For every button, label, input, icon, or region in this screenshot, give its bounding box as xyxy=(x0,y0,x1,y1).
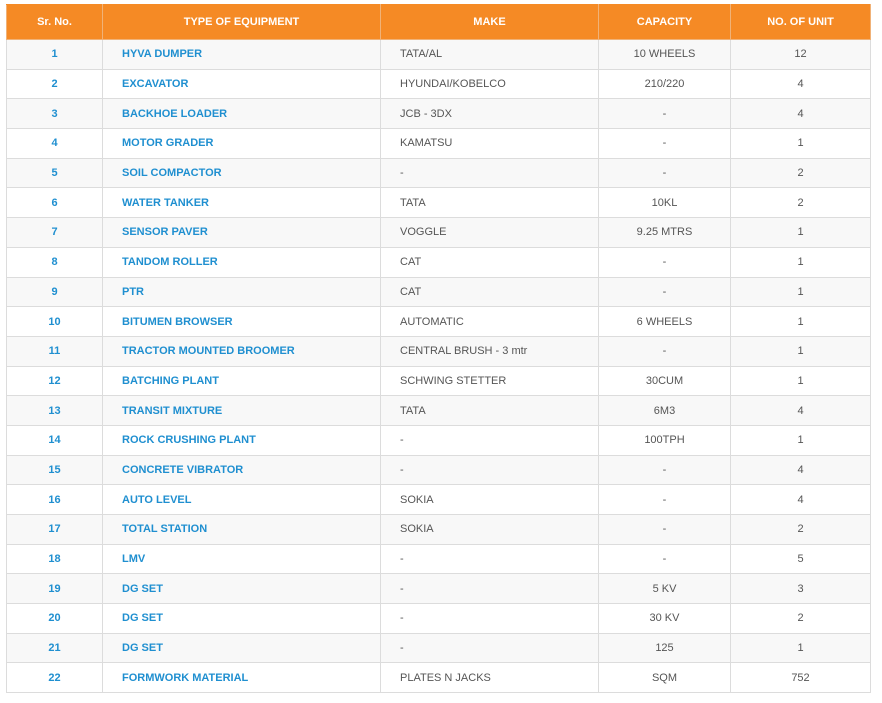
cell-sr-no: 1 xyxy=(7,40,103,70)
cell-equipment-type: TOTAL STATION xyxy=(103,515,381,545)
equipment-table xyxy=(6,4,871,693)
cell-no-of-unit: 4 xyxy=(731,99,871,129)
cell-equipment-type: CONCRETE VIBRATOR xyxy=(103,455,381,485)
table-row xyxy=(7,277,871,307)
header-type-of-equipment: TYPE OF EQUIPMENT xyxy=(103,5,381,40)
cell-sr-no: 15 xyxy=(7,455,103,485)
cell-make: - xyxy=(381,544,599,574)
cell-equipment-type: TANDOM ROLLER xyxy=(103,247,381,277)
cell-no-of-unit: 4 xyxy=(731,69,871,99)
cell-make: PLATES N JACKS xyxy=(381,663,599,693)
table-body xyxy=(7,40,871,693)
cell-make: TATA/AL xyxy=(381,40,599,70)
cell-no-of-unit: 12 xyxy=(731,40,871,70)
cell-sr-no: 7 xyxy=(7,218,103,248)
cell-equipment-type: DG SET xyxy=(103,633,381,663)
cell-sr-no: 2 xyxy=(7,69,103,99)
cell-make: KAMATSU xyxy=(381,129,599,159)
cell-equipment-type: FORMWORK MATERIAL xyxy=(103,663,381,693)
header-row xyxy=(7,5,871,40)
cell-equipment-type: TRACTOR MOUNTED BROOMER xyxy=(103,336,381,366)
cell-no-of-unit: 2 xyxy=(731,158,871,188)
cell-make: - xyxy=(381,604,599,634)
cell-capacity: - xyxy=(599,485,731,515)
header-sr-no: Sr. No. xyxy=(7,5,103,40)
cell-no-of-unit: 4 xyxy=(731,485,871,515)
cell-capacity: - xyxy=(599,99,731,129)
table-row xyxy=(7,307,871,337)
cell-capacity: 10KL xyxy=(599,188,731,218)
cell-make: HYUNDAI/KOBELCO xyxy=(381,69,599,99)
cell-no-of-unit: 2 xyxy=(731,188,871,218)
cell-sr-no: 21 xyxy=(7,633,103,663)
cell-no-of-unit: 3 xyxy=(731,574,871,604)
cell-capacity: 6 WHEELS xyxy=(599,307,731,337)
cell-capacity: 210/220 xyxy=(599,69,731,99)
cell-no-of-unit: 1 xyxy=(731,129,871,159)
cell-capacity: 100TPH xyxy=(599,425,731,455)
table-row xyxy=(7,336,871,366)
cell-equipment-type: MOTOR GRADER xyxy=(103,129,381,159)
cell-make: CAT xyxy=(381,277,599,307)
cell-make: - xyxy=(381,455,599,485)
cell-sr-no: 3 xyxy=(7,99,103,129)
cell-equipment-type: HYVA DUMPER xyxy=(103,40,381,70)
cell-make: VOGGLE xyxy=(381,218,599,248)
cell-equipment-type: DG SET xyxy=(103,604,381,634)
cell-no-of-unit: 1 xyxy=(731,307,871,337)
table-row xyxy=(7,515,871,545)
cell-capacity: - xyxy=(599,247,731,277)
table-row xyxy=(7,425,871,455)
cell-capacity: - xyxy=(599,544,731,574)
cell-sr-no: 11 xyxy=(7,336,103,366)
cell-capacity: - xyxy=(599,129,731,159)
cell-equipment-type: BACKHOE LOADER xyxy=(103,99,381,129)
cell-equipment-type: BITUMEN BROWSER xyxy=(103,307,381,337)
table-row xyxy=(7,633,871,663)
cell-make: AUTOMATIC xyxy=(381,307,599,337)
table-row xyxy=(7,218,871,248)
cell-capacity: 30 KV xyxy=(599,604,731,634)
cell-capacity: 10 WHEELS xyxy=(599,40,731,70)
cell-no-of-unit: 4 xyxy=(731,396,871,426)
cell-sr-no: 8 xyxy=(7,247,103,277)
cell-capacity: SQM xyxy=(599,663,731,693)
cell-sr-no: 17 xyxy=(7,515,103,545)
header-capacity: CAPACITY xyxy=(599,5,731,40)
cell-sr-no: 9 xyxy=(7,277,103,307)
equipment-table-container xyxy=(6,4,870,693)
cell-sr-no: 22 xyxy=(7,663,103,693)
cell-sr-no: 16 xyxy=(7,485,103,515)
cell-no-of-unit: 5 xyxy=(731,544,871,574)
cell-no-of-unit: 2 xyxy=(731,515,871,545)
header-no-of-unit: NO. OF UNIT xyxy=(731,5,871,40)
table-row xyxy=(7,129,871,159)
cell-sr-no: 20 xyxy=(7,604,103,634)
cell-equipment-type: DG SET xyxy=(103,574,381,604)
table-row xyxy=(7,366,871,396)
cell-sr-no: 4 xyxy=(7,129,103,159)
cell-capacity: - xyxy=(599,455,731,485)
cell-sr-no: 13 xyxy=(7,396,103,426)
cell-equipment-type: PTR xyxy=(103,277,381,307)
cell-equipment-type: SOIL COMPACTOR xyxy=(103,158,381,188)
cell-make: CENTRAL BRUSH - 3 mtr xyxy=(381,336,599,366)
cell-make: SCHWING STETTER xyxy=(381,366,599,396)
cell-no-of-unit: 1 xyxy=(731,277,871,307)
cell-make: - xyxy=(381,574,599,604)
table-row xyxy=(7,396,871,426)
cell-equipment-type: LMV xyxy=(103,544,381,574)
cell-sr-no: 10 xyxy=(7,307,103,337)
table-row xyxy=(7,247,871,277)
table-row xyxy=(7,69,871,99)
cell-capacity: 5 KV xyxy=(599,574,731,604)
cell-no-of-unit: 1 xyxy=(731,218,871,248)
cell-equipment-type: TRANSIT MIXTURE xyxy=(103,396,381,426)
cell-sr-no: 12 xyxy=(7,366,103,396)
cell-no-of-unit: 752 xyxy=(731,663,871,693)
cell-no-of-unit: 1 xyxy=(731,247,871,277)
cell-capacity: - xyxy=(599,277,731,307)
table-row xyxy=(7,485,871,515)
cell-capacity: 30CUM xyxy=(599,366,731,396)
cell-sr-no: 18 xyxy=(7,544,103,574)
table-row xyxy=(7,544,871,574)
cell-sr-no: 14 xyxy=(7,425,103,455)
table-row xyxy=(7,99,871,129)
cell-equipment-type: SENSOR PAVER xyxy=(103,218,381,248)
cell-equipment-type: ROCK CRUSHING PLANT xyxy=(103,425,381,455)
table-row xyxy=(7,158,871,188)
cell-equipment-type: BATCHING PLANT xyxy=(103,366,381,396)
cell-equipment-type: WATER TANKER xyxy=(103,188,381,218)
cell-make: - xyxy=(381,158,599,188)
cell-capacity: 125 xyxy=(599,633,731,663)
table-row xyxy=(7,455,871,485)
table-row xyxy=(7,663,871,693)
cell-make: SOKIA xyxy=(381,515,599,545)
table-header xyxy=(7,5,871,40)
cell-equipment-type: AUTO LEVEL xyxy=(103,485,381,515)
cell-sr-no: 6 xyxy=(7,188,103,218)
cell-capacity: 6M3 xyxy=(599,396,731,426)
table-row xyxy=(7,574,871,604)
cell-no-of-unit: 1 xyxy=(731,366,871,396)
cell-make: - xyxy=(381,425,599,455)
table-row xyxy=(7,604,871,634)
cell-sr-no: 5 xyxy=(7,158,103,188)
table-row xyxy=(7,188,871,218)
cell-make: JCB - 3DX xyxy=(381,99,599,129)
cell-no-of-unit: 4 xyxy=(731,455,871,485)
cell-capacity: - xyxy=(599,336,731,366)
cell-make: SOKIA xyxy=(381,485,599,515)
cell-no-of-unit: 1 xyxy=(731,425,871,455)
cell-no-of-unit: 1 xyxy=(731,633,871,663)
cell-equipment-type: EXCAVATOR xyxy=(103,69,381,99)
cell-no-of-unit: 2 xyxy=(731,604,871,634)
cell-capacity: - xyxy=(599,515,731,545)
cell-make: TATA xyxy=(381,188,599,218)
cell-make: CAT xyxy=(381,247,599,277)
table-row xyxy=(7,40,871,70)
header-make: MAKE xyxy=(381,5,599,40)
cell-capacity: - xyxy=(599,158,731,188)
cell-sr-no: 19 xyxy=(7,574,103,604)
cell-capacity: 9.25 MTRS xyxy=(599,218,731,248)
cell-no-of-unit: 1 xyxy=(731,336,871,366)
cell-make: - xyxy=(381,633,599,663)
cell-make: TATA xyxy=(381,396,599,426)
